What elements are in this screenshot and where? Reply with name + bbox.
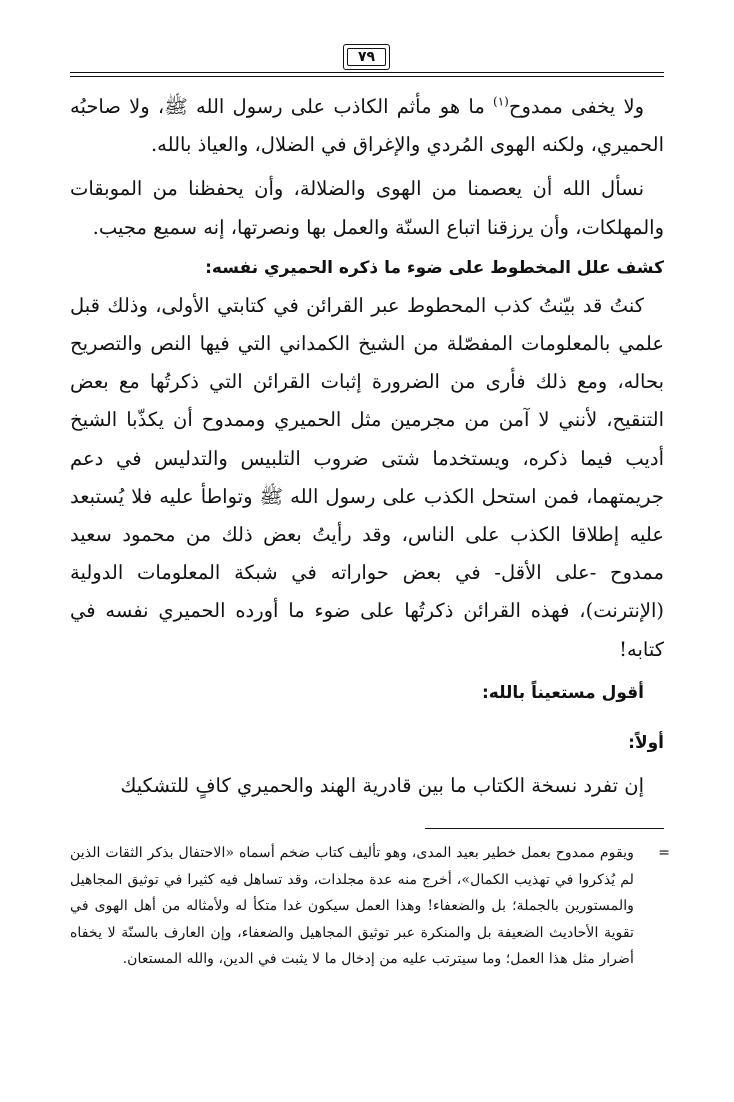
footnote-text: ويقوم ممدوح بعمل خطير بعيد المدى، وهو تأليف كتاب ضخم أسماه «الاحتفال بذكر الثقات الذين لم يُذكروا في تهذيب الكمال»، أخرج منه عدة مجلدات، وقد تساهل فيه كثيرا في توثيق المجاهيل والمستورين بالجملة؛ بل والضعفاء! وهذا العمل سيكون غدا متكأ له ولأمثاله من أهل الهوى في تقوية الأحاديث الضعيفة بل والمنكرة عبر توثيق المجاهيل والضعفاء، وإن العارف بالسنّة لا يخفاه أضرار مثل هذا العمل؛ وما سيترتب عليه من إدخال ما لا يثبت في الدين، والله المستعان.	[70, 845, 634, 967]
page-number-frame	[343, 44, 390, 70]
footnote-reference: (١)	[493, 94, 509, 109]
subheading-aqul: أقول مستعيناً بالله:	[481, 682, 644, 703]
paragraph-4: إن تفرد نسخة الكتاب ما بين قادرية الهند والحميري كافٍ للتشكيك	[120, 773, 644, 797]
section-heading: كشف علل المخطوط على ضوء ما ذكره الحميري نفسه:	[205, 257, 664, 278]
subheading-first: أولاً:	[628, 732, 664, 753]
page-number: ٧٩	[347, 48, 386, 66]
paragraph-3: كنتُ قد بيّنتُ كذب المحطوط عبر القرائن في كتابتي الأولى، وذلك قبل علمي بالمعلومات المفصّلة من الشيخ الكمداني التي فيها النص والتصريح بحاله، ومع ذلك فأرى من الضرورة إثبات القرائن التي ذكرتُها مع بعض التنقيح، لأنني لا آمن من مجرمين مثل الحميري وممدوح أن يكذّبا الشيخ أديب فيما ذكره، ويستخدما شتى ضروب التلبيس والتدليس في دعم جريمتهما، فمن استحل الكذب على رسول الله ﷺ وتواطأ عليه فلا يُستبعد عليه إطلاقا الكذب على الناس، وقد رأيتُ بعض ذلك من محمود سعيد ممدوح -على الأقل- في بعض حواراته في شبكة المعلومات الدولية (الإنترنت)، فهذه القرائن ذكرتُها على ضوء ما أورده الحميري نفسه في كتابه!	[70, 293, 664, 661]
footnote-rule	[425, 828, 664, 829]
header-rule	[70, 72, 664, 73]
footnote	[70, 840, 670, 973]
paragraph-1	[70, 88, 664, 164]
paragraph-1-start: ولا يخفى ممدوح	[508, 95, 644, 118]
footnote-continuation-mark: =	[658, 845, 670, 861]
header-rule-thin	[70, 76, 664, 77]
main-text	[70, 88, 664, 805]
paragraph-2: نسأل الله أن يعصمنا من الهوى والضلالة، وأن يحفظنا من الموبقات والمهلكات، وأن يرزقنا اتباع السنّة والعمل بها ونصرتها، إنه سميع مجيب.	[70, 177, 664, 239]
paragraph-1-rest: ما هو مأثم الكاذب على رسول الله ﷺ، ولا صاحبُه الحميري، ولكنه الهوى المُردي والإغراق في الضلال، والعياذ بالله.	[70, 95, 664, 157]
